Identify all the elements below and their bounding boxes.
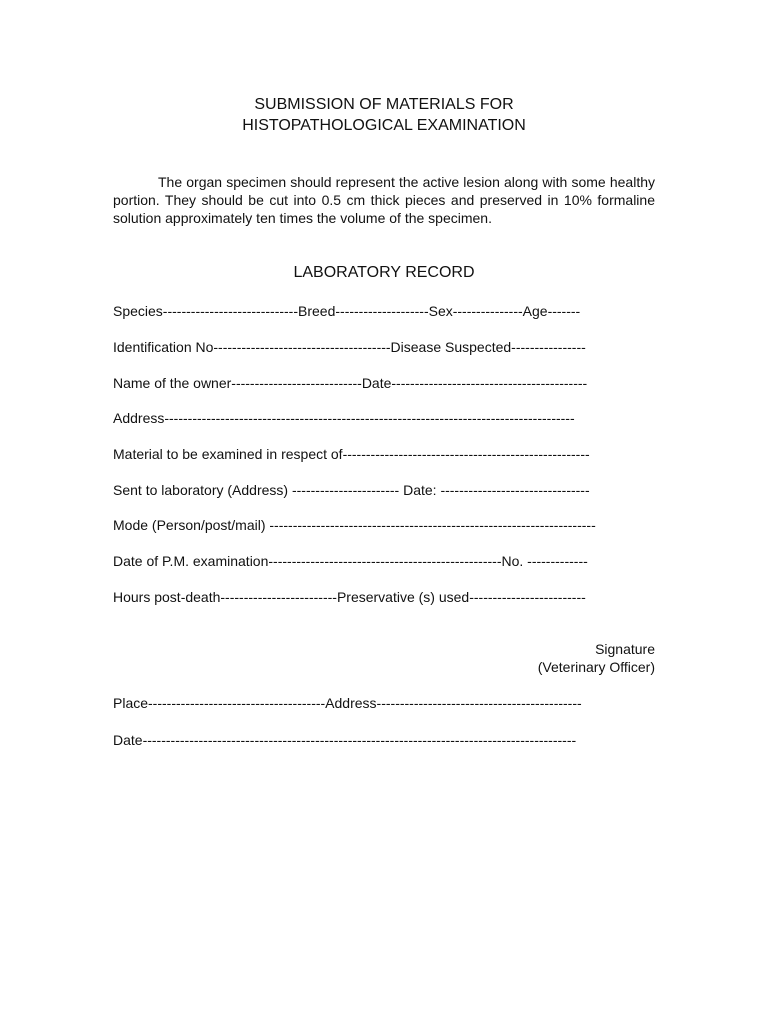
signature-role: (Veterinary Officer) [537,659,655,675]
place-address-field: Place--------------------------------------Address-------------------------------------------- [113,695,582,711]
page-title-line-1: SUBMISSION OF MATERIALS FOR [254,96,514,113]
pm-examination-field: Date of P.M. examination--------------------------------------------------No. ------------- [113,553,588,569]
address-field: Address---------------------------------------------------------------------------------------- [113,410,575,426]
page-title-line-2: HISTOPATHOLOGICAL EXAMINATION [242,117,526,134]
signature-label: Signature [595,641,655,657]
hours-post-death-field: Hours post-death-------------------------Preservative (s) used------------------------- [113,589,586,605]
species-breed-sex-age-field: Species-----------------------------Breed--------------------Sex---------------Age------- [113,303,581,319]
sent-to-laboratory-field: Sent to laboratory (Address) ----------------------- Date: -------------------------------- [113,482,590,498]
laboratory-record-heading: LABORATORY RECORD [293,264,475,281]
mode-field: Mode (Person/post/mail) ---------------------------------------------------------------------- [113,517,596,533]
owner-date-field: Name of the owner----------------------------Date------------------------------------------ [113,375,588,391]
date-field: Date--------------------------------------------------------------------------------------------- [113,732,577,748]
signature-block [538,640,655,676]
identification-disease-field: Identification No--------------------------------------Disease Suspected---------------- [113,339,586,355]
material-examined-field: Material to be examined in respect of----------------------------------------------------- [113,446,590,462]
intro-paragraph: The organ specimen should represent the active lesion along with some healthy portion. They should be cut into 0.5 cm thick pieces and preserved in 10% formaline solution approximately ten times the volume of the specimen. [113,174,655,226]
